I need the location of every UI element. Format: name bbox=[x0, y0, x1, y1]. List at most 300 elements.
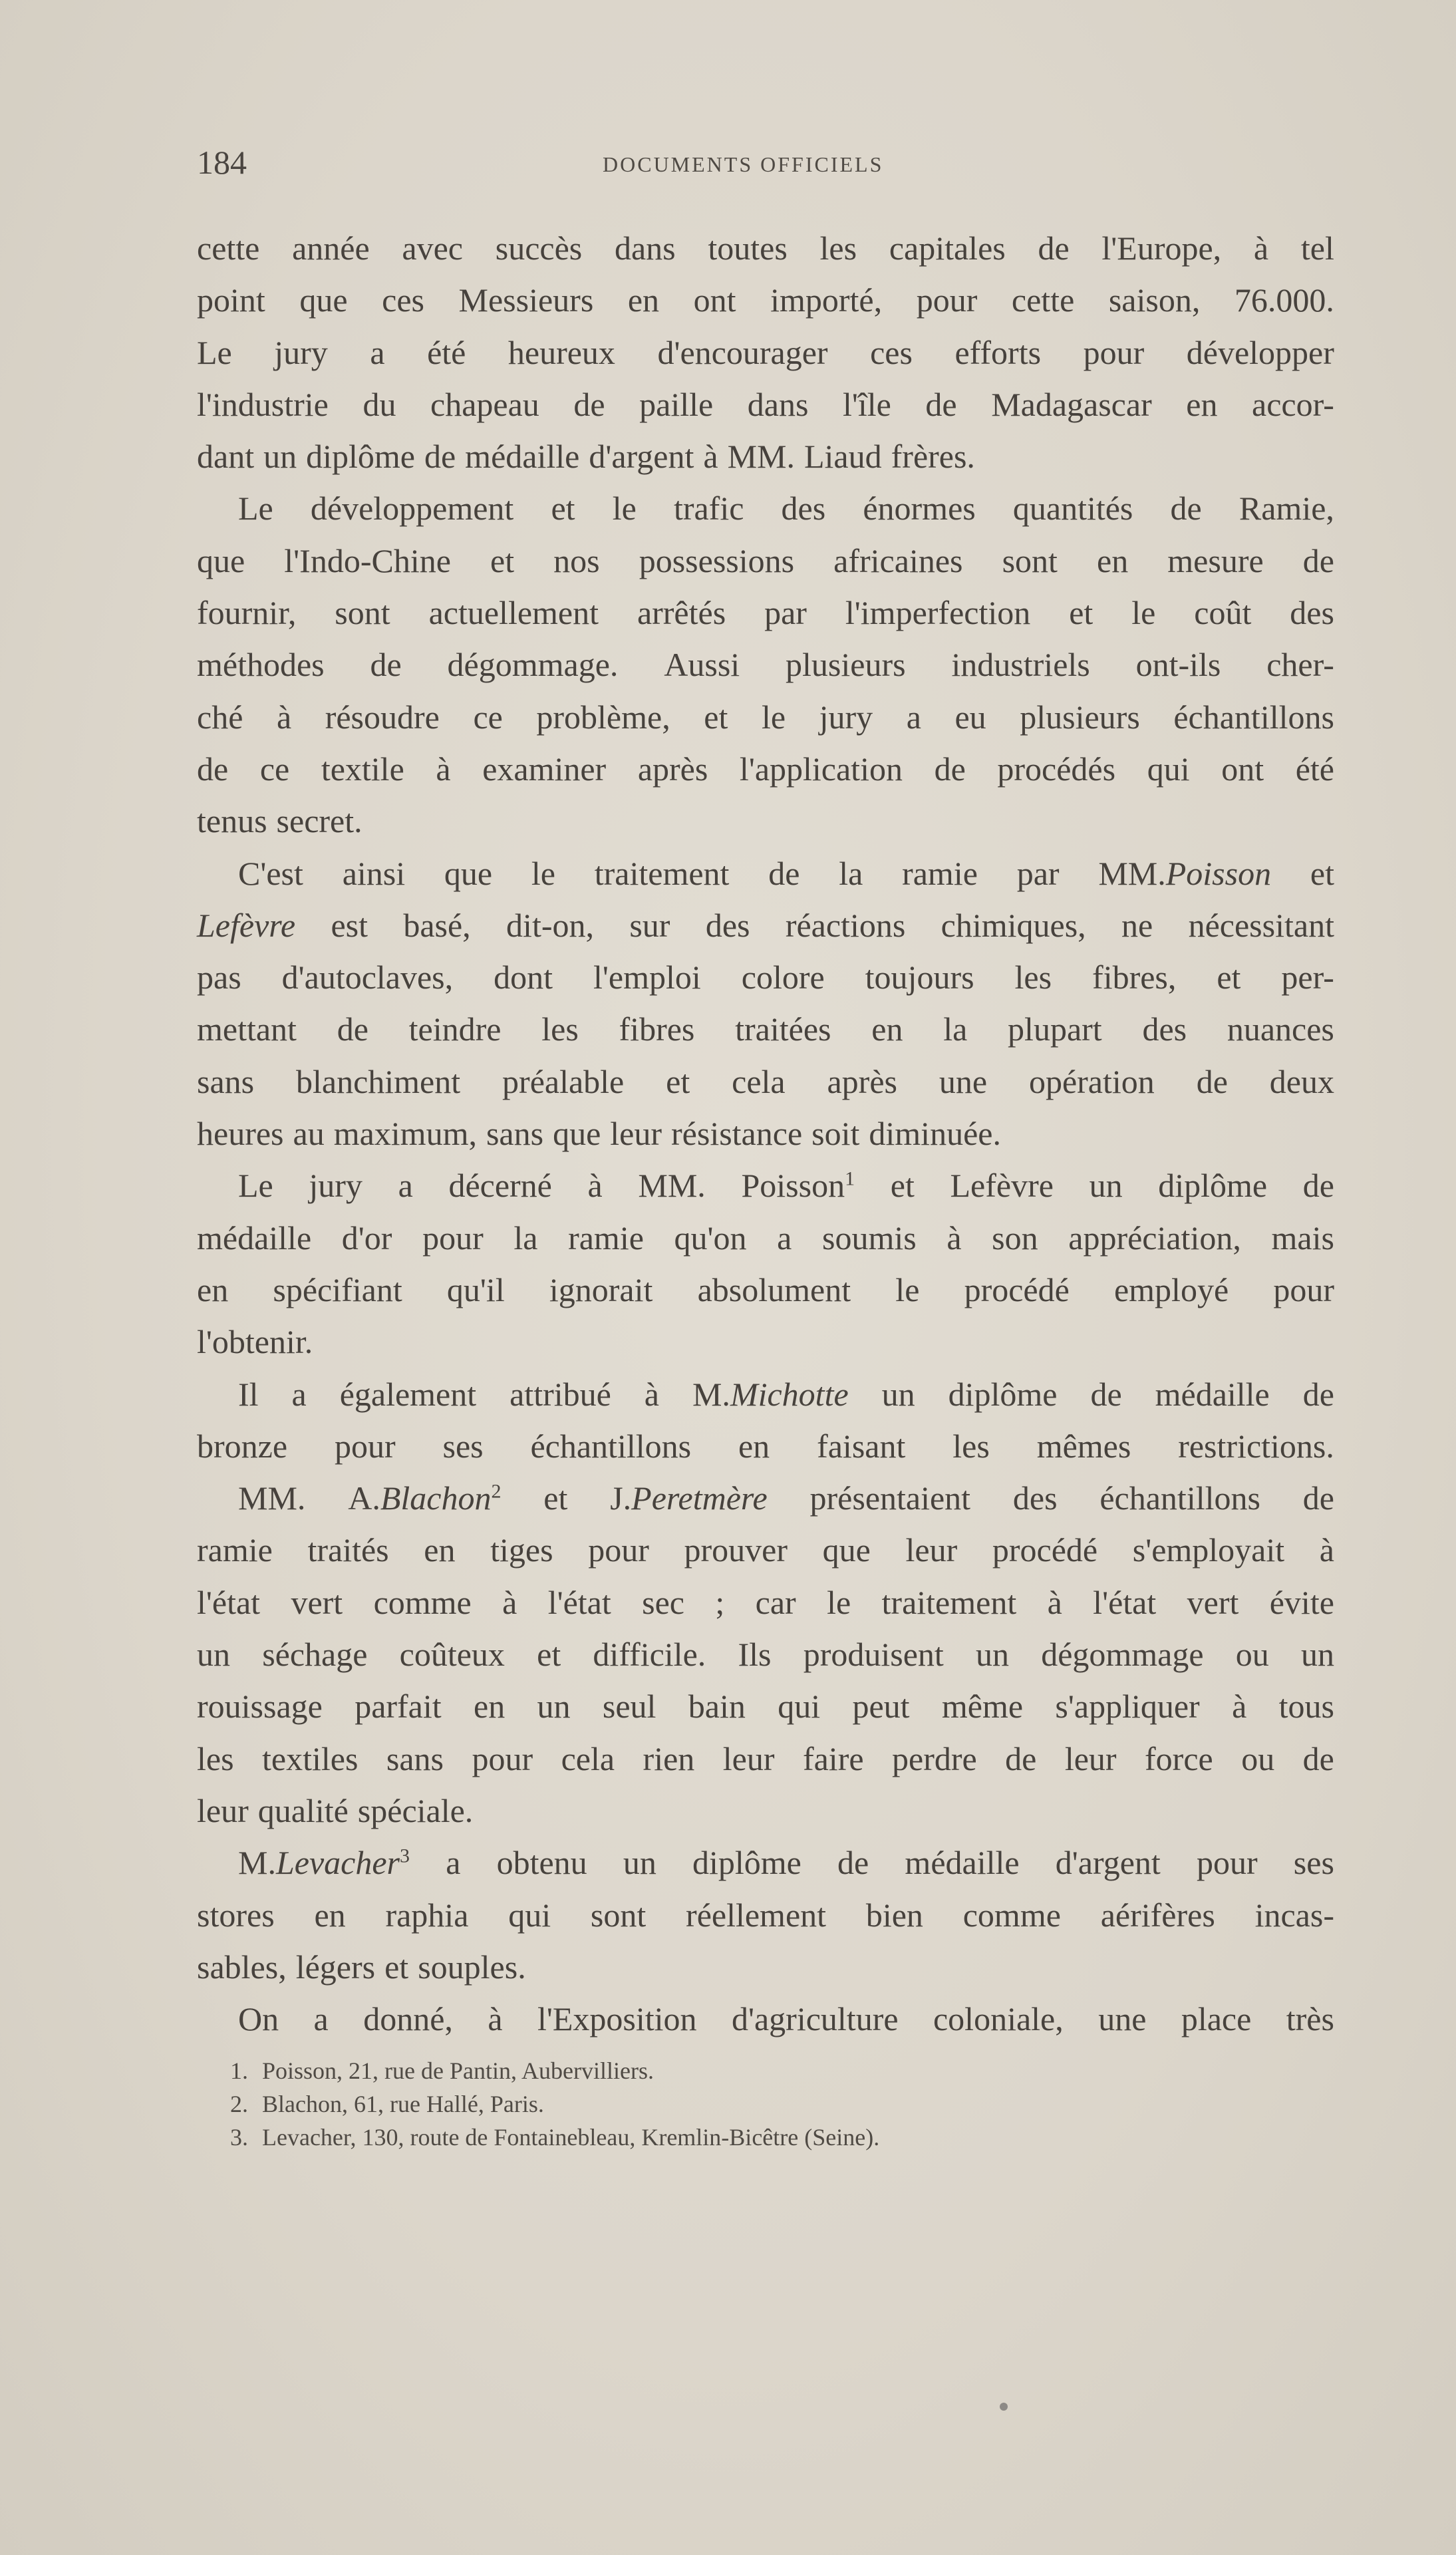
word: en bbox=[627, 281, 660, 319]
word: coût bbox=[1194, 594, 1252, 632]
word: réellement bbox=[686, 1896, 827, 1934]
word: un bbox=[1089, 1167, 1123, 1205]
footnote bbox=[230, 2121, 1294, 2154]
word: médaille bbox=[197, 1219, 312, 1257]
word: le bbox=[612, 490, 637, 527]
word: souples. bbox=[418, 1948, 526, 1986]
word: échantillons bbox=[530, 1427, 692, 1465]
word: ignorait bbox=[549, 1271, 653, 1308]
text-line bbox=[197, 1889, 1334, 1941]
word: ché bbox=[197, 698, 243, 736]
word: à bbox=[1047, 1583, 1062, 1621]
word: un bbox=[975, 1636, 1009, 1674]
word: sec bbox=[642, 1583, 684, 1621]
word: maximum, bbox=[333, 1115, 477, 1153]
word: secret. bbox=[276, 802, 363, 840]
word: des bbox=[781, 490, 826, 527]
text-line bbox=[197, 1993, 1334, 2045]
word: l'Indo-Chine bbox=[284, 541, 451, 579]
text-line bbox=[197, 535, 1334, 587]
word: tous bbox=[1278, 1688, 1334, 1726]
word: par bbox=[1016, 854, 1060, 892]
word: a bbox=[906, 698, 921, 736]
word: leur bbox=[722, 1739, 775, 1777]
word: Aussi bbox=[664, 646, 740, 684]
word: après bbox=[827, 1062, 897, 1100]
word: sans bbox=[486, 1115, 544, 1153]
word: succès bbox=[495, 229, 583, 267]
word: traités bbox=[307, 1531, 389, 1569]
word: bronze bbox=[197, 1427, 288, 1465]
word: leur bbox=[197, 1791, 249, 1829]
word: cela bbox=[561, 1739, 615, 1777]
word: quantités bbox=[1012, 490, 1133, 527]
word: MM.Poisson bbox=[1098, 854, 1272, 892]
word: chapeau bbox=[430, 385, 539, 423]
word: des bbox=[705, 906, 750, 944]
word: sont bbox=[335, 594, 390, 632]
word: développer bbox=[1186, 333, 1334, 371]
word: année bbox=[292, 229, 370, 267]
word: les bbox=[541, 1010, 579, 1048]
word: ainsi bbox=[342, 854, 406, 892]
word: et bbox=[551, 490, 575, 527]
word: du bbox=[363, 385, 396, 423]
word: la bbox=[839, 854, 863, 892]
word: et bbox=[890, 1167, 915, 1205]
word: échantillons bbox=[1173, 698, 1334, 736]
word: procédé bbox=[992, 1531, 1098, 1569]
word: ses bbox=[1293, 1844, 1334, 1882]
word: échantillons bbox=[1099, 1479, 1260, 1517]
word: pour bbox=[422, 1219, 484, 1257]
footnote-text: Poisson, 21, rue de Pantin, Aubervilliers. bbox=[262, 2057, 654, 2084]
word: l'emploi bbox=[593, 959, 701, 996]
word: dans bbox=[614, 229, 676, 267]
word: à bbox=[644, 1375, 659, 1413]
word: traitement bbox=[881, 1583, 1017, 1621]
text-line bbox=[197, 1264, 1334, 1316]
word: textile bbox=[321, 750, 404, 788]
word: le bbox=[1131, 594, 1156, 632]
word: méthodes bbox=[197, 646, 325, 684]
word: une bbox=[1098, 2000, 1147, 2038]
text-line bbox=[197, 587, 1334, 639]
word: soumis bbox=[822, 1219, 917, 1257]
word: a bbox=[313, 2000, 329, 2038]
word: de bbox=[424, 438, 456, 476]
word: à bbox=[587, 1167, 603, 1205]
word: faire bbox=[802, 1739, 864, 1777]
word: diplôme bbox=[692, 1844, 801, 1882]
word: le bbox=[827, 1583, 851, 1621]
word: en bbox=[871, 1010, 903, 1048]
word: pour bbox=[588, 1531, 649, 1569]
word: de bbox=[573, 385, 605, 423]
word: d'autoclaves, bbox=[281, 959, 454, 996]
word: traitées bbox=[735, 1010, 831, 1048]
word: nos bbox=[553, 541, 600, 579]
word: cette bbox=[197, 229, 260, 267]
word: à bbox=[946, 1219, 962, 1257]
word: comme bbox=[373, 1583, 472, 1621]
word: opération bbox=[1028, 1062, 1155, 1100]
word: Lefèvre bbox=[950, 1167, 1054, 1205]
footnote-text: Levacher, 130, route de Fontainebleau, Kremlin-Bicêtre (Seine). bbox=[262, 2124, 880, 2151]
word: ; bbox=[715, 1583, 725, 1621]
word: pour bbox=[472, 1739, 533, 1777]
word: le bbox=[761, 698, 786, 736]
word: au bbox=[293, 1115, 325, 1153]
text-line bbox=[197, 1941, 1334, 1993]
footnote bbox=[230, 2087, 1294, 2121]
text-line bbox=[197, 1316, 1334, 1368]
word: qui bbox=[508, 1896, 551, 1934]
word: les bbox=[819, 229, 857, 267]
word: en bbox=[424, 1531, 456, 1569]
word: sont bbox=[1002, 541, 1058, 579]
word: de bbox=[1302, 1167, 1334, 1205]
word: M.Levacher$^3$ bbox=[238, 1844, 410, 1882]
word: médaille bbox=[1155, 1375, 1270, 1413]
word: que bbox=[553, 1115, 601, 1153]
word: tel bbox=[1300, 229, 1334, 267]
word: coloniale, bbox=[933, 2000, 1064, 2038]
word: s'appliquer bbox=[1055, 1688, 1200, 1726]
word: ont bbox=[693, 281, 736, 319]
text-line bbox=[197, 847, 1334, 899]
word: d'agriculture bbox=[731, 2000, 899, 2038]
word: toujours bbox=[865, 959, 974, 996]
word: de bbox=[1090, 1375, 1122, 1413]
word: à bbox=[1232, 1688, 1247, 1726]
word: employé bbox=[1113, 1271, 1229, 1308]
word: vert bbox=[1187, 1583, 1239, 1621]
word: de bbox=[1302, 541, 1334, 579]
word: deux bbox=[1269, 1062, 1334, 1100]
text-line bbox=[197, 1785, 1334, 1837]
word: per- bbox=[1281, 959, 1334, 996]
word: chimiques, bbox=[941, 906, 1086, 944]
word: vert bbox=[291, 1583, 343, 1621]
text-line bbox=[197, 430, 1334, 482]
word: des bbox=[1012, 1479, 1058, 1517]
ink-speck bbox=[1000, 2403, 1008, 2411]
word: de bbox=[1302, 1479, 1334, 1517]
word: qualité bbox=[257, 1791, 349, 1829]
word: sables, bbox=[197, 1948, 287, 1986]
word: saison, bbox=[1108, 281, 1201, 319]
word: comme bbox=[962, 1896, 1061, 1934]
word: un bbox=[197, 1636, 230, 1674]
word: légers bbox=[295, 1948, 376, 1986]
word: de bbox=[197, 750, 229, 788]
word: diminuée. bbox=[869, 1115, 1001, 1153]
word: tiges bbox=[490, 1531, 553, 1569]
word: bien bbox=[865, 1896, 923, 1934]
text-line bbox=[197, 1628, 1334, 1680]
text-line bbox=[197, 1524, 1334, 1576]
word: l'imperfection bbox=[845, 594, 1031, 632]
word: ramie bbox=[197, 1531, 273, 1569]
word: et bbox=[543, 1479, 568, 1517]
text-line bbox=[197, 222, 1334, 274]
word: faisant bbox=[817, 1427, 906, 1465]
word: force bbox=[1145, 1739, 1213, 1777]
word: Liaud bbox=[804, 438, 882, 476]
word: ramie bbox=[902, 854, 978, 892]
word: de bbox=[337, 1010, 368, 1048]
word: dans bbox=[747, 385, 809, 423]
word: cher- bbox=[1266, 646, 1334, 684]
word: en bbox=[314, 1896, 346, 1934]
word: nuances bbox=[1227, 1010, 1334, 1048]
text-line bbox=[197, 378, 1334, 430]
word: en bbox=[1097, 541, 1129, 579]
word: de bbox=[1302, 1375, 1334, 1413]
word: actuellement bbox=[428, 594, 599, 632]
word: efforts bbox=[954, 333, 1042, 371]
word: un bbox=[881, 1375, 915, 1413]
word: rien bbox=[643, 1739, 695, 1777]
word: a bbox=[291, 1375, 307, 1413]
word: soit bbox=[811, 1115, 860, 1153]
word: Ils bbox=[738, 1636, 772, 1674]
text-line bbox=[197, 743, 1334, 795]
word: J.Peretmère bbox=[610, 1479, 768, 1517]
word: une bbox=[939, 1062, 988, 1100]
word: importé, bbox=[770, 281, 883, 319]
word: rouissage bbox=[197, 1688, 323, 1726]
word: heures bbox=[197, 1115, 284, 1153]
word: ce bbox=[473, 698, 503, 736]
word: préalable bbox=[502, 1062, 625, 1100]
word: traitement bbox=[594, 854, 730, 892]
word: que bbox=[444, 854, 493, 892]
word: médaille bbox=[465, 438, 580, 476]
word: et bbox=[1217, 959, 1241, 996]
word: que bbox=[197, 541, 245, 579]
word: textiles bbox=[262, 1739, 359, 1777]
text-line bbox=[197, 951, 1334, 1003]
word: perdre bbox=[892, 1739, 977, 1777]
word: l'île bbox=[842, 385, 891, 423]
word: a bbox=[398, 1167, 413, 1205]
text-line bbox=[197, 639, 1334, 690]
word: les bbox=[197, 1739, 234, 1777]
word: Le bbox=[238, 1167, 273, 1205]
text-line bbox=[197, 1056, 1334, 1108]
word: de bbox=[1196, 1062, 1228, 1100]
text-line bbox=[197, 691, 1334, 743]
word: spéciale. bbox=[357, 1791, 474, 1829]
word: problème, bbox=[536, 698, 670, 736]
word: C'est bbox=[238, 854, 303, 892]
word: résoudre bbox=[325, 698, 440, 736]
word: MM. bbox=[238, 1479, 306, 1517]
word: sans bbox=[197, 1062, 255, 1100]
word: l'état bbox=[197, 1583, 261, 1621]
word: M.Michotte bbox=[692, 1375, 849, 1413]
word: à bbox=[1253, 229, 1269, 267]
word: un bbox=[263, 438, 297, 476]
word: plupart bbox=[1008, 1010, 1102, 1048]
word: et bbox=[666, 1062, 690, 1100]
word: d'argent bbox=[1055, 1844, 1161, 1882]
word: de bbox=[370, 646, 402, 684]
footnote-text: Blachon, 61, rue Hallé, Paris. bbox=[262, 2091, 544, 2117]
word: ces bbox=[870, 333, 913, 371]
word: leur bbox=[1064, 1739, 1117, 1777]
word: dégommage. bbox=[447, 646, 619, 684]
word: été bbox=[427, 333, 466, 371]
word: bain bbox=[688, 1688, 746, 1726]
word: des bbox=[1290, 594, 1334, 632]
word: de bbox=[1038, 229, 1070, 267]
word: ses bbox=[442, 1427, 484, 1465]
word: mais bbox=[1271, 1219, 1334, 1257]
footnote bbox=[230, 2054, 1294, 2087]
word: très bbox=[1286, 2000, 1334, 2038]
word: Lefèvre bbox=[197, 906, 296, 944]
page-number: 184 bbox=[197, 144, 247, 181]
word: ramie bbox=[568, 1219, 644, 1257]
word: accor- bbox=[1252, 385, 1334, 423]
word: des bbox=[1142, 1010, 1187, 1048]
word: A.Blachon$^2$ bbox=[348, 1479, 502, 1517]
word: et bbox=[384, 1948, 409, 1986]
word: teindre bbox=[408, 1010, 502, 1048]
word: point bbox=[197, 281, 265, 319]
word: paille bbox=[639, 385, 714, 423]
word: Il bbox=[238, 1375, 259, 1413]
word: fournir, bbox=[197, 594, 297, 632]
footnote-number: 3. bbox=[230, 2124, 248, 2151]
word: ces bbox=[382, 281, 424, 319]
word: avec bbox=[402, 229, 463, 267]
word: évite bbox=[1269, 1583, 1334, 1621]
word: Le bbox=[238, 490, 273, 527]
text-line bbox=[197, 1680, 1334, 1732]
word: pour bbox=[1273, 1271, 1334, 1308]
word: le bbox=[895, 1271, 920, 1308]
word: qu'il bbox=[446, 1271, 505, 1308]
word: de bbox=[934, 750, 966, 788]
word: réactions bbox=[785, 906, 906, 944]
word: et bbox=[1310, 854, 1334, 892]
word: mettant bbox=[197, 1010, 297, 1048]
word: procédé bbox=[964, 1271, 1070, 1308]
word: africaines bbox=[833, 541, 963, 579]
word: s'employait bbox=[1132, 1531, 1285, 1569]
word: mesure bbox=[1167, 541, 1264, 579]
text-line bbox=[197, 1420, 1334, 1472]
word: et bbox=[704, 698, 728, 736]
word: diplôme bbox=[1158, 1167, 1268, 1205]
word: dont bbox=[494, 959, 553, 996]
word: appréciation, bbox=[1068, 1219, 1241, 1257]
word: été bbox=[1295, 750, 1334, 788]
word: Ramie, bbox=[1238, 490, 1334, 527]
word: même bbox=[941, 1688, 1024, 1726]
text-line bbox=[197, 482, 1334, 534]
word: trafic bbox=[673, 490, 744, 527]
text-line bbox=[197, 1212, 1334, 1264]
word: coûteux bbox=[399, 1636, 505, 1674]
text-line bbox=[197, 1368, 1334, 1420]
word: spécifiant bbox=[273, 1271, 402, 1308]
word: les bbox=[1014, 959, 1052, 996]
word: seul bbox=[602, 1688, 656, 1726]
text-line bbox=[197, 1577, 1334, 1628]
word: d'argent bbox=[589, 438, 694, 476]
word: jury bbox=[819, 698, 873, 736]
word: énormes bbox=[863, 490, 976, 527]
word: ont-ils bbox=[1135, 646, 1221, 684]
text-line bbox=[197, 1837, 1334, 1888]
word: leur bbox=[610, 1115, 662, 1153]
word: ou bbox=[1241, 1739, 1275, 1777]
word: en bbox=[474, 1688, 506, 1726]
word: par bbox=[764, 594, 807, 632]
word: obtenu bbox=[496, 1844, 587, 1882]
word: capitales bbox=[889, 229, 1006, 267]
word: l'application bbox=[739, 750, 903, 788]
word: l'état bbox=[547, 1583, 611, 1621]
word: plusieurs bbox=[1020, 698, 1140, 736]
body-text bbox=[197, 222, 1334, 2045]
word: diplôme bbox=[306, 438, 415, 476]
word: colore bbox=[741, 959, 825, 996]
word: et bbox=[1069, 594, 1093, 632]
word: procédés bbox=[997, 750, 1116, 788]
word: de bbox=[1005, 1739, 1037, 1777]
word: fibres, bbox=[1092, 959, 1177, 996]
word: en bbox=[1186, 385, 1218, 423]
word: que bbox=[299, 281, 348, 319]
word: stores bbox=[197, 1896, 275, 1934]
word: pour bbox=[916, 281, 978, 319]
word: à bbox=[276, 698, 292, 736]
page-header bbox=[197, 142, 1341, 182]
word: après bbox=[637, 750, 708, 788]
text-line bbox=[197, 1108, 1334, 1159]
text-line bbox=[197, 1733, 1334, 1785]
word: de bbox=[1302, 1739, 1334, 1777]
word: toutes bbox=[708, 229, 788, 267]
word: dit-on, bbox=[506, 906, 594, 944]
word: pour bbox=[334, 1427, 396, 1465]
word: possessions bbox=[639, 541, 795, 579]
word: difficile. bbox=[593, 1636, 706, 1674]
word: pour bbox=[1083, 333, 1145, 371]
word: arrêtés bbox=[637, 594, 726, 632]
word: MM. bbox=[727, 438, 795, 476]
word: également bbox=[339, 1375, 477, 1413]
word: Le bbox=[197, 333, 232, 371]
word: présentaient bbox=[809, 1479, 971, 1517]
word: d'or bbox=[341, 1219, 392, 1257]
word: MM. bbox=[638, 1167, 706, 1205]
word: jury bbox=[309, 1167, 363, 1205]
text-line bbox=[197, 274, 1334, 326]
word: séchage bbox=[262, 1636, 368, 1674]
word: a bbox=[370, 333, 385, 371]
word: tenus bbox=[197, 802, 267, 840]
word: place bbox=[1181, 2000, 1252, 2038]
word: cela bbox=[732, 1062, 786, 1100]
word: résistance bbox=[671, 1115, 803, 1153]
